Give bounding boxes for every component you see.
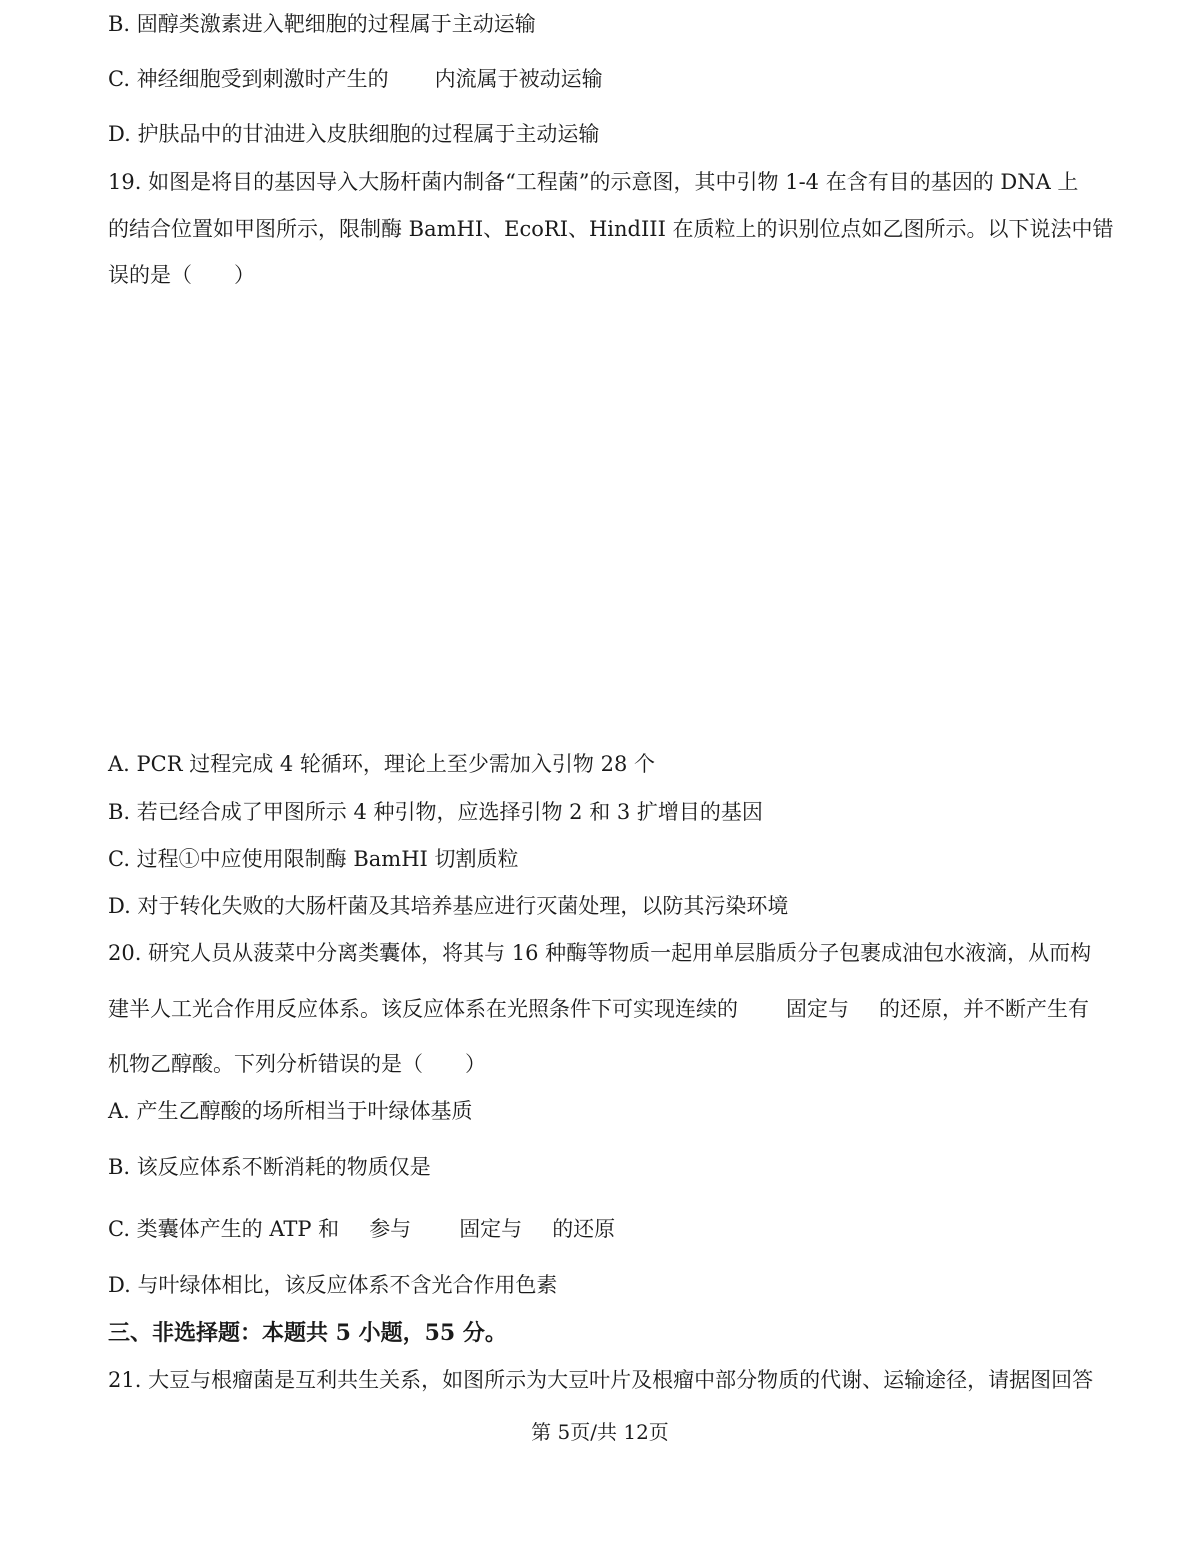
q20-stem-line-2-text-2: 固定与 bbox=[786, 997, 849, 1021]
q18-option-c bbox=[108, 69, 603, 90]
section-3-heading: 三、非选择题：本题共 5 小题，55 分。 bbox=[108, 1320, 507, 1346]
q20-option-c bbox=[108, 1219, 615, 1240]
q20-option-d: D. 与叶绿体相比，该反应体系不含光合作用色素 bbox=[108, 1273, 558, 1297]
q19-option-c: C. 过程①中应使用限制酶 BamHI 切割质粒 bbox=[108, 847, 519, 871]
q20-option-c-text-2: 参与 bbox=[369, 1217, 412, 1241]
q20-stem-line-3: 机物乙醇酸。下列分析错误的是（ ） bbox=[108, 1052, 486, 1076]
q20-option-b: B. 该反应体系不断消耗的物质仅是 bbox=[108, 1155, 431, 1179]
q19-stem-line-1: 19. 如图是将目的基因导入大肠杆菌内制备“工程菌”的示意图，其中引物 1-4 在含有目的基因的 DNA 上 bbox=[108, 170, 1079, 194]
q20-stem-line-2 bbox=[108, 999, 1089, 1020]
q20-option-a: A. 产生乙醇酸的场所相当于叶绿体基质 bbox=[108, 1099, 473, 1123]
q18-option-c-text-2: 内流属于被动运输 bbox=[434, 67, 603, 91]
q19-stem-line-3: 误的是（ ） bbox=[108, 263, 255, 287]
q19-figure-area bbox=[108, 300, 1093, 740]
q20-stem-line-2-text-1: 建半人工光合作用反应体系。该反应体系在光照条件下可实现连续的 bbox=[108, 997, 738, 1021]
page-number: 第 5页/共 12页 bbox=[531, 1420, 669, 1444]
q20-option-c-text-4: 的还原 bbox=[552, 1217, 616, 1241]
q18-option-d: D. 护肤品中的甘油进入皮肤细胞的过程属于主动运输 bbox=[108, 122, 600, 146]
q19-option-d: D. 对于转化失败的大肠杆菌及其培养基应进行灭菌处理，以防其污染环境 bbox=[108, 894, 789, 918]
q19-stem-line-2: 的结合位置如甲图所示，限制酶 BamHI、EcoRI、HindIII 在质粒上的识别位点如乙图所示。以下说法中错 bbox=[108, 217, 1114, 241]
q20-stem-line-2-text-3: 的还原，并不断产生有 bbox=[879, 997, 1089, 1021]
q19-option-b: B. 若已经合成了甲图所示 4 种引物，应选择引物 2 和 3 扩增目的基因 bbox=[108, 800, 763, 824]
q20-option-c-text-1: C. 类囊体产生的 ATP 和 bbox=[108, 1217, 340, 1241]
q20-stem-line-1: 20. 研究人员从菠菜中分离类囊体，将其与 16 种酶等物质一起用单层脂质分子包裹成油包水液滴，从而构 bbox=[108, 941, 1092, 965]
q18-option-b: B. 固醇类激素进入靶细胞的过程属于主动运输 bbox=[108, 12, 536, 36]
q20-option-c-text-3: 固定与 bbox=[459, 1217, 523, 1241]
q19-option-a: A. PCR 过程完成 4 轮循环，理论上至少需加入引物 28 个 bbox=[108, 752, 655, 776]
q18-option-c-text-1: C. 神经细胞受到刺激时产生的 bbox=[108, 67, 389, 91]
q21-stem-line-1: 21. 大豆与根瘤菌是互利共生关系，如图所示为大豆叶片及根瘤中部分物质的代谢、运输途径，请据图回答 bbox=[108, 1368, 1094, 1392]
